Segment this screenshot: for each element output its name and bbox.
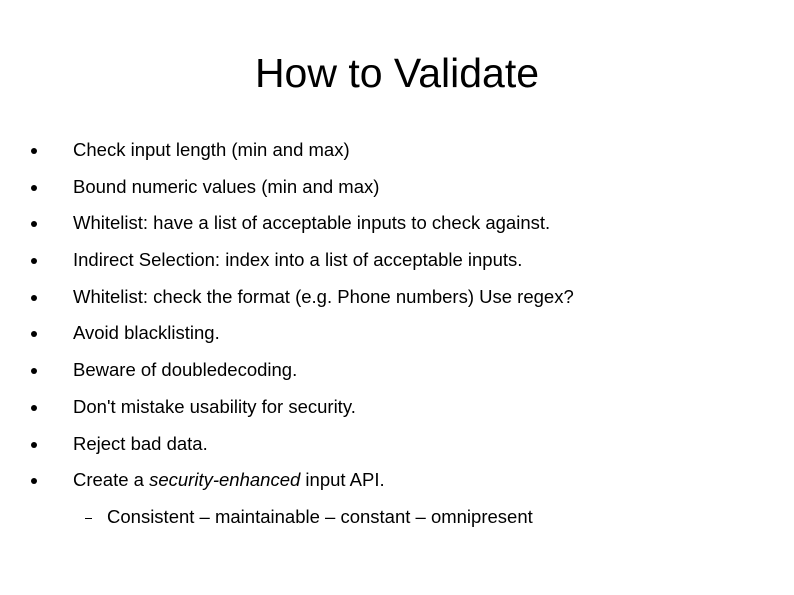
bullet-text: Reject bad data.: [73, 432, 208, 454]
bullet-text: Indirect Selection: index into a list of acceptable inputs.: [73, 249, 523, 271]
bullet-text-suffix: input API.: [300, 469, 385, 491]
bullet-item: [28, 315, 574, 352]
bullet-text: Check input length (min and max): [73, 139, 350, 160]
bullet-item: [28, 205, 574, 242]
bullet-text: Whitelist: check the format (e.g. Phone numbers) Use regex?: [73, 285, 574, 307]
dash-bullet-icon: [85, 518, 92, 519]
sub-bullet-list: [28, 499, 533, 535]
sub-bullet-text: Consistent – maintainable – constant – omnipresent: [107, 506, 533, 527]
bullet-text: Avoid blacklisting.: [73, 322, 220, 344]
sub-bullet-item: [28, 499, 533, 535]
bullet-item: [28, 242, 574, 279]
bullet-text-emphasis: security-enhanced: [149, 469, 301, 491]
bullet-item: [28, 389, 574, 426]
bullet-dot-icon: [31, 221, 37, 227]
bullet-item: [28, 352, 574, 389]
bullet-item: [28, 132, 574, 169]
bullet-text: Don't mistake usability for security.: [73, 395, 356, 417]
bullet-dot-icon: [31, 295, 37, 301]
bullet-dot-icon: [31, 148, 37, 154]
bullet-dot-icon: [31, 478, 37, 484]
bullet-item: [28, 426, 574, 463]
slide-title: How to Validate: [254, 50, 540, 96]
bullet-dot-icon: [31, 368, 37, 374]
bullet-item: [28, 169, 574, 206]
bullet-dot-icon: [31, 442, 37, 448]
bullet-text: Beware of doubledecoding.: [73, 359, 298, 381]
bullet-item: [28, 279, 574, 316]
bullet-list: [28, 132, 574, 499]
bullet-text: Whitelist: have a list of acceptable inputs to check against.: [73, 212, 551, 234]
bullet-item: [28, 462, 574, 499]
bullet-dot-icon: [31, 331, 37, 337]
bullet-dot-icon: [31, 258, 37, 264]
bullet-dot-icon: [31, 185, 37, 191]
bullet-dot-icon: [31, 405, 37, 411]
bullet-text-prefix: Create a: [73, 469, 150, 491]
bullet-text: Bound numeric values (min and max): [73, 175, 380, 197]
